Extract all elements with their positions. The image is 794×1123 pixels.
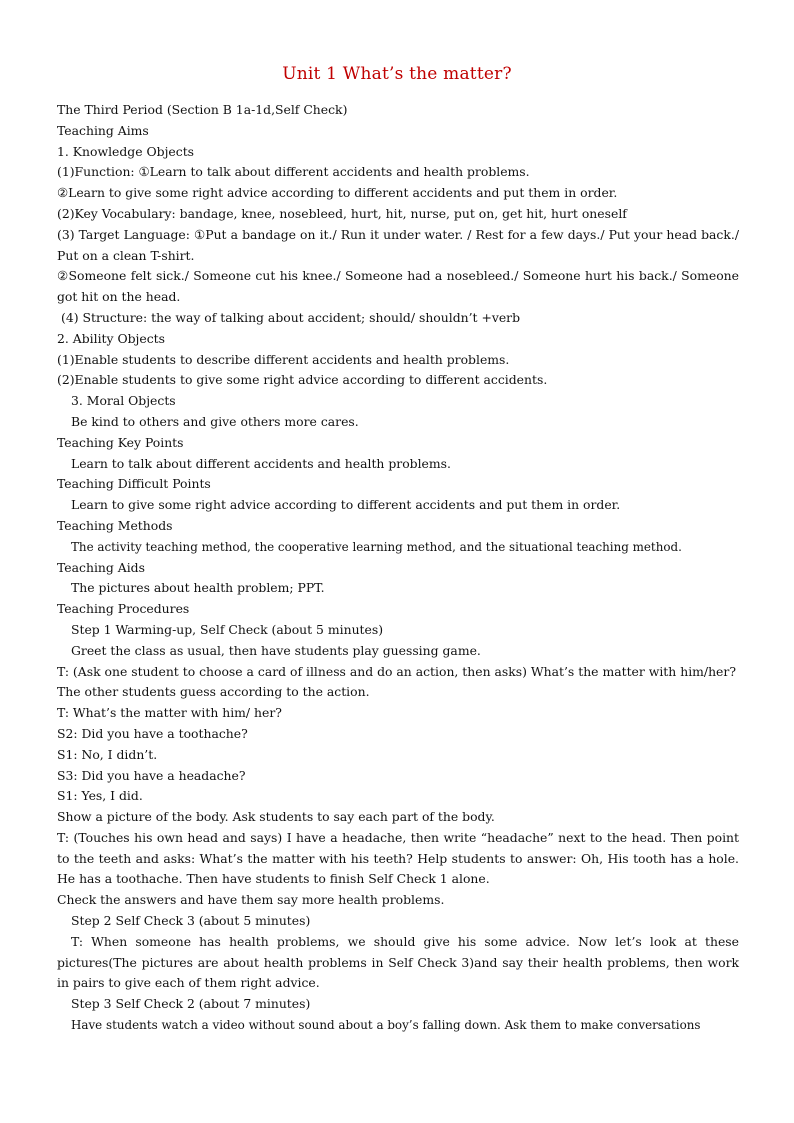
text-paragraph: T: (Ask one student to choose a card of illness and do an action, then asks) What’s the matter with him/her? [57,663,736,679]
text-line: Check the answers and have them say more health problems. [57,892,445,908]
section-heading: Teaching Difficult Points [57,476,211,492]
subsection-heading: 3. Moral Objects [71,393,176,409]
text-line: (4) Structure: the way of talking about accident; should/ shouldn’t +verb [61,309,521,325]
text-line: Greet the class as usual, then have students play guessing game. [71,642,481,658]
text-line: Learn to talk about different accidents and health problems. [71,455,451,471]
text-line: The other students guess according to the action. [57,684,370,700]
dialogue-line: S3: Did you have a headache? [57,767,246,783]
text-paragraph: (3) Target Language: ①Put a bandage on it./ Run it under water. / Rest for a few days./ Put your head back./ Put on a clean T-shirt. [57,226,739,263]
document-title: Unit 1 What’s the matter? [282,64,512,84]
section-heading: Teaching Procedures [57,601,190,617]
text-line: (1)Function: ①Learn to talk about different accidents and health problems. [57,164,530,180]
period-heading: The Third Period (Section B 1a-1d,Self Check) [57,102,348,117]
dialogue-line: T: What’s the matter with him/ her? [57,705,282,721]
text-line: Have students watch a video without sound about a boy’s falling down. Ask them to make conversations [71,1018,701,1033]
section-heading: Teaching Methods [57,517,173,533]
subsection-heading: 2. Ability Objects [57,330,165,346]
section-heading: Teaching Aims [57,122,149,138]
text-line: (2)Key Vocabulary: bandage, knee, nosebleed, hurt, hit, nurse, put on, get hit, hurt oneself [57,205,627,221]
step-heading: Step 1 Warming-up, Self Check (about 5 minutes) [71,621,384,637]
text-paragraph: T: When someone has health problems, we should give his some advice. Now let’s look at these pictures(The pictures are about health problems in Self Check 3)and say their health problems, then work in pairs to give each of them right advice. [57,933,739,991]
text-paragraph: T: (Touches his own head and says) I have a headache, then write “headache” next to the head. Then point to the teeth and asks: What’s the matter with his teeth? Help students to answer: Oh, His tooth has a hole. He has a toothache. Then have students to finish Self Check 1 alone. [57,829,739,887]
step-heading: Step 2 Self Check 3 (about 5 minutes) [71,913,311,929]
text-line: ②Learn to give some right advice according to different accidents and put them in order. [57,185,618,201]
text-line: Learn to give some right advice according to different accidents and put them in order. [71,497,621,513]
dialogue-line: S1: No, I didn’t. [57,746,158,762]
document-body [57,100,739,1036]
section-heading: Teaching Key Points [57,434,184,450]
subsection-heading: 1. Knowledge Objects [57,143,195,159]
text-line: Be kind to others and give others more cares. [71,413,359,429]
dialogue-line: S1: Yes, I did. [57,788,143,804]
text-line: (1)Enable students to describe different accidents and health problems. [57,351,510,367]
section-heading: Teaching Aids [57,559,145,575]
step-heading: Step 3 Self Check 2 (about 7 minutes) [71,996,311,1012]
text-line: Show a picture of the body. Ask students to say each part of the body. [57,809,495,825]
text-line: (2)Enable students to give some right advice according to different accidents. [57,372,548,388]
text-line: The pictures about health problem; PPT. [71,580,325,596]
text-line: The activity teaching method, the cooperative learning method, and the situational teaching method. [71,539,682,554]
dialogue-line: S2: Did you have a toothache? [57,725,248,741]
text-paragraph: ②Someone felt sick./ Someone cut his knee./ Someone had a nosebleed./ Someone hurt his back./ Someone got hit on the head. [57,268,739,305]
